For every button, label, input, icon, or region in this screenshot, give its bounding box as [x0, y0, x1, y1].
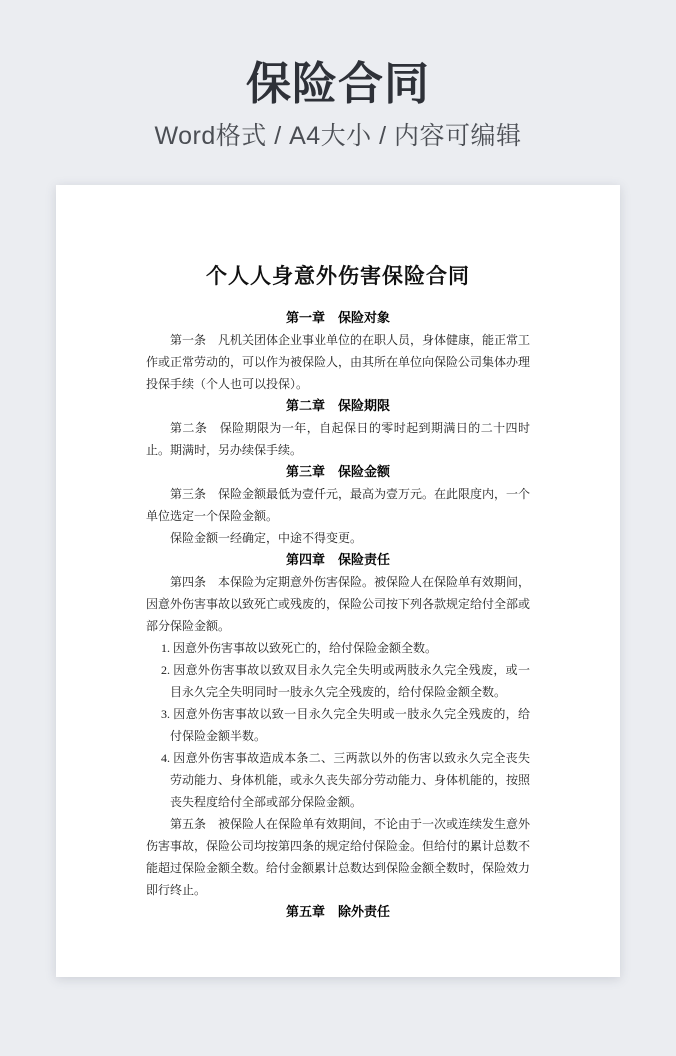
chapter-heading-2: 第二章 保险期限: [285, 398, 390, 413]
contract-paragraph: 第五条 被保险人在保险单有效期间，不论由于一次或连续发生意外伤害事故，保险公司均按第四条的规定给付保险金。但给付的累计总数不能超过保险金额全数。给付金额累计总数达到保险金额全数时，保险效力即行终止。: [146, 817, 531, 897]
contract-clause-item-2: 2. 因意外伤害事故以致双目永久完全失明或两肢永久完全残废，或一目永久完全失明同时一肢永久完全残废的，给付保险金额全数。: [161, 663, 530, 699]
contract-clause-item-3: 3. 因意外伤害事故以致一目永久完全失明或一肢永久完全残废的，给付保险金额半数。: [161, 707, 530, 743]
contract-paragraph: 第三条 保险金额最低为壹仟元，最高为壹万元。在此限度内，一个单位选定一个保险金额。: [146, 487, 531, 523]
contract-clause-item-4: 4. 因意外伤害事故造成本条二、三两款以外的伤害以致永久完全丧失劳动能力、身体机能，或永久丧失部分劳动能力、身体机能的，按照丧失程度给付全部或部分保险金额。: [161, 751, 531, 809]
contract-title: 个人人身意外伤害保险合同: [206, 264, 470, 288]
chapter-heading-4: 第四章 保险责任: [285, 552, 390, 567]
a4-page: [56, 185, 620, 977]
contract-clause-item-1: 1. 因意外伤害事故以致死亡的，给付保险金额全数。: [161, 641, 438, 655]
chapter-heading-5: 第五章 除外责任: [285, 904, 390, 919]
contract-document: [146, 261, 530, 923]
page-header: [0, 0, 676, 152]
contract-paragraph: 第四条 本保险为定期意外伤害保险。被保险人在保险单有效期间，因意外伤害事故以致死亡或残废的，保险公司按下列各款规定给付全部或部分保险金额。: [146, 575, 531, 633]
template-title: 保险合同: [245, 58, 430, 109]
chapter-heading-1: 第一章 保险对象: [285, 310, 390, 325]
chapter-heading-3: 第三章 保险金额: [285, 464, 390, 479]
contract-paragraph: 第二条 保险期限为一年，自起保日的零时起到期满日的二十四时止。期满时，另办续保手续。: [146, 421, 530, 457]
contract-paragraph: 第一条 凡机关团体企业事业单位的在职人员，身体健康，能正常工作或正常劳动的，可以作为被保险人，由其所在单位向保险公司集体办理投保手续（个人也可以投保）。: [146, 333, 531, 391]
contract-paragraph: 保险金额一经确定，中途不得变更。: [170, 531, 363, 545]
template-subtitle: Word格式 / A4大小 / 内容可编辑: [154, 122, 522, 150]
